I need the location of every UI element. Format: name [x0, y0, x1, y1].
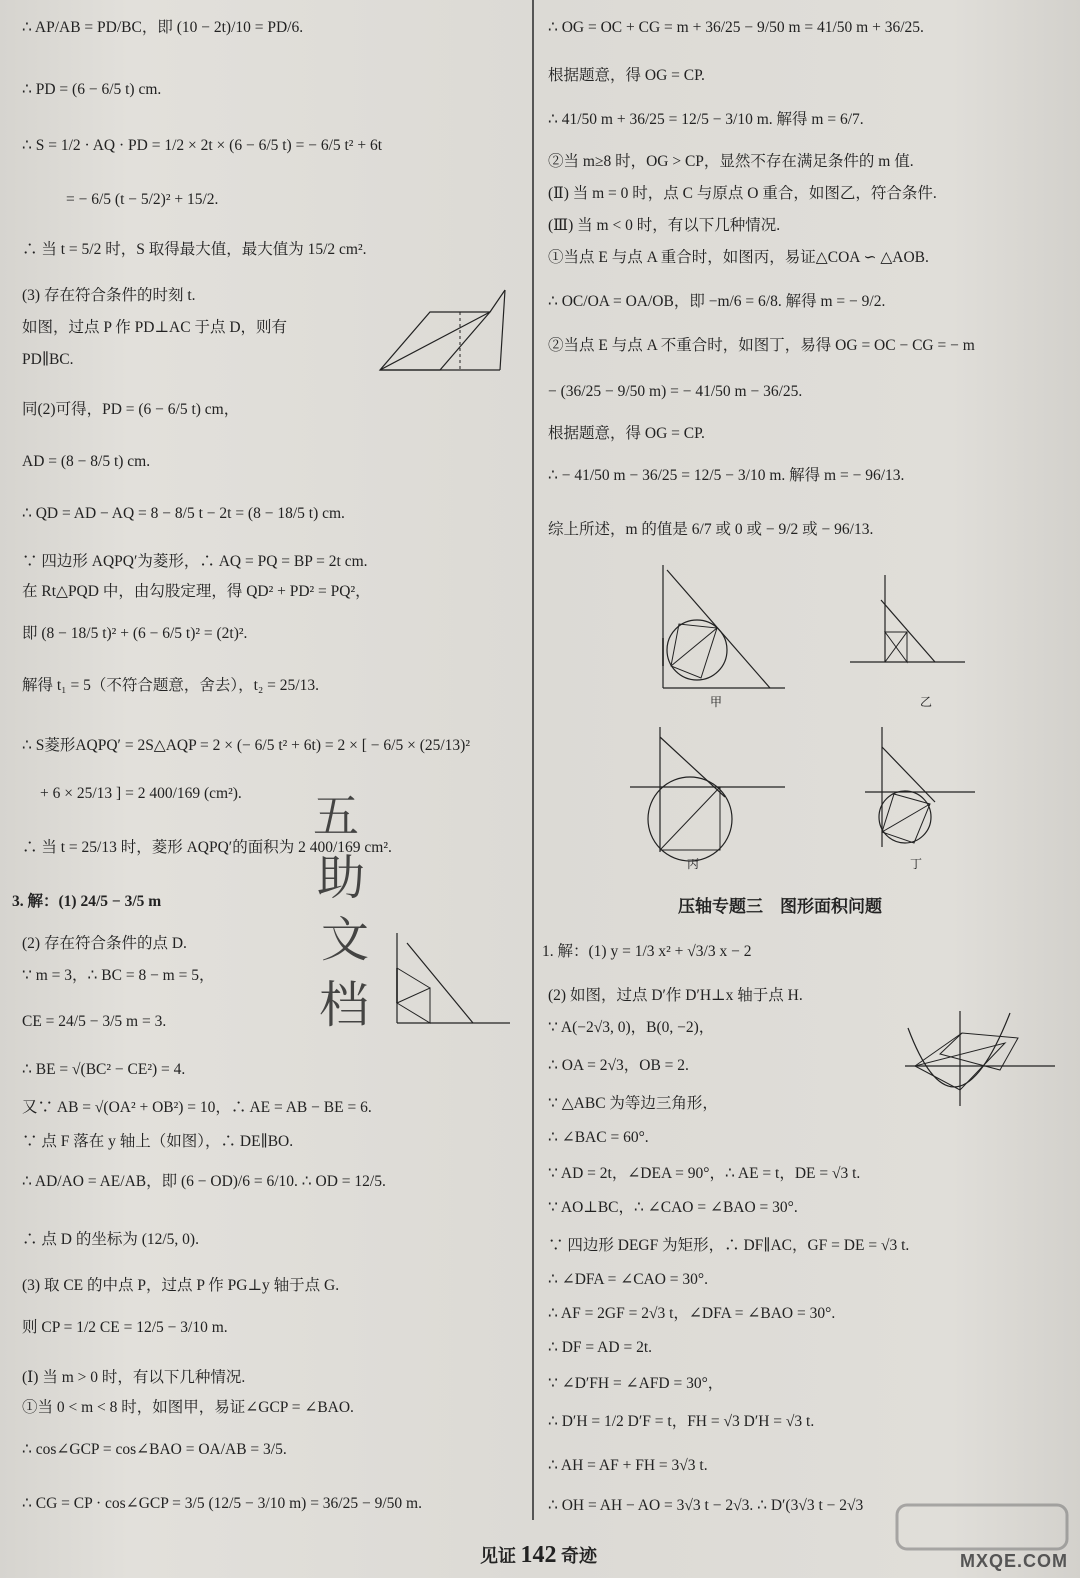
text-line: ∴ ∠DFA = ∠CAO = 30°.	[548, 1271, 708, 1288]
text-line: ∵ ∠D′FH = ∠AFD = 30°，	[548, 1375, 724, 1392]
text-line: ∵ 四边形 AQPQ′为菱形，∴ AQ = PQ = BP = 2t cm.	[22, 553, 368, 570]
figure-bing	[625, 722, 790, 872]
footer-prefix: 见证	[480, 1546, 516, 1566]
handwriting-char-4: 档	[319, 976, 369, 1034]
figure-jia	[645, 560, 790, 710]
text-line: ②当 m≥8 时，OG > CP，显然不存在满足条件的 m 值.	[548, 153, 914, 170]
text-line: + 6 × 25/13 ] = 2 400/169 (cm²).	[40, 785, 242, 802]
handwritten-annotation	[305, 790, 425, 1040]
handwriting-strokes	[305, 790, 425, 1040]
page-number: 142	[520, 1542, 557, 1568]
text-line: ∴ CG = CP · cos∠GCP = 3/5 (12/5 − 3/10 m) = 36/25 − 9/50 m.	[22, 1495, 422, 1512]
section-heading: 压轴专题三 图形面积问题	[678, 897, 882, 916]
text-line: ∴ AP/AB = PD/BC，即 (10 − 2t)/10 = PD/6.	[22, 19, 304, 36]
text-line: ∴ OA = 2√3，OB = 2.	[548, 1057, 689, 1074]
text-line: (3) 存在符合条件的时刻 t.	[22, 287, 196, 304]
text-line: ∴ 当 t = 25/13 时，菱形 AQPQ′的面积为 2 400/169 cm².	[22, 839, 392, 856]
text-line: ∴ ∠BAC = 60°.	[548, 1129, 649, 1146]
column-divider	[532, 0, 534, 1520]
text-line: PD∥BC.	[22, 351, 74, 368]
text-line: (3) 取 CE 的中点 P，过点 P 作 PG⊥y 轴于点 G.	[22, 1277, 340, 1294]
text-line: 综上所述，m 的值是 6/7 或 0 或 − 9/2 或 − 96/13.	[548, 521, 874, 538]
text-line: 则 CP = 1/2 CE = 12/5 − 3/10 m.	[22, 1319, 228, 1336]
text-line: 在 Rt△PQD 中，由勾股定理，得 QD² + PD² = PQ²，	[22, 583, 371, 600]
text-line: ∴ 当 t = 5/2 时，S 取得最大值，最大值为 15/2 cm².	[22, 241, 367, 258]
figure-rhombus	[370, 282, 520, 382]
figure-yi	[845, 570, 970, 710]
text-line: ∴ OG = OC + CG = m + 36/25 − 9/50 m = 41/50 m + 36/25.	[548, 19, 924, 36]
text-line: ∴ AF = 2GF = 2√3 t，∠DFA = ∠BAO = 30°.	[548, 1305, 836, 1322]
figure-parabola	[900, 1008, 1060, 1108]
text-line: ∴ S菱形AQPQ′ = 2S△AQP = 2 × (− 6/5 t² + 6t) = 2 × [ − 6/5 × (25/13)²	[22, 737, 470, 754]
text-line: ∵ 四边形 DEGF 为矩形，∴ DF∥AC，GF = DE = √3 t.	[548, 1237, 910, 1254]
handwriting-char-1: 五	[313, 790, 359, 843]
text-line: ∴ OC/OA = OA/OB，即 −m/6 = 6/8. 解得 m = − 9/2.	[548, 293, 886, 310]
text-line: ∴ AD/AO = AE/AB，即 (6 − OD)/6 = 6/10. ∴ OD = 12/5.	[22, 1173, 386, 1190]
text-line: ∵ A(−2√3, 0)，B(0, −2)，	[548, 1019, 715, 1036]
text-line: ∵ AO⊥BC，∴ ∠CAO = ∠BAO = 30°.	[548, 1199, 798, 1216]
text-line: 1. 解：(1) y = 1/3 x² + √3/3 x − 2	[542, 943, 752, 960]
text-line: ∵ AD = 2t，∠DEA = 90°，∴ AE = t，DE = √3 t.	[548, 1165, 861, 1182]
text-line: 即 (8 − 18/5 t)² + (6 − 6/5 t)² = (2t)².	[22, 625, 248, 642]
text-line: ∴ 41/50 m + 36/25 = 12/5 − 3/10 m. 解得 m = 6/7.	[548, 111, 864, 128]
text-line: ∵ △ABC 为等边三角形，	[548, 1095, 718, 1112]
text-line: (2) 存在符合条件的点 D.	[22, 935, 187, 952]
figure-caption-ding: 丁	[910, 857, 923, 871]
text-line: ∵ 点 F 落在 y 轴上（如图），∴ DE∥BO.	[22, 1133, 294, 1150]
text-line: 如图，过点 P 作 PD⊥AC 于点 D，则有	[22, 319, 288, 336]
text-line: ∴ BE = √(BC² − CE²) = 4.	[22, 1061, 186, 1078]
text-line: ∴ PD = (6 − 6/5 t) cm.	[22, 81, 162, 98]
text-line: ②当点 E 与点 A 不重合时，如图丁，易得 OG = OC − CG = − m	[548, 337, 975, 354]
text-line: ∴ − 41/50 m − 36/25 = 12/5 − 3/10 m. 解得 m = − 96/13.	[548, 467, 905, 484]
footer-suffix: 奇迹	[561, 1546, 597, 1566]
text-line: ∴ D′H = 1/2 D′F = t，FH = √3 D′H = √3 t.	[548, 1413, 815, 1430]
text-line: 根据题意，得 OG = CP.	[548, 67, 705, 84]
text-line: (2) 如图，过点 D′作 D′H⊥x 轴于点 H.	[548, 987, 803, 1004]
text-line: 解得 t₁ = 5（不符合题意，舍去），t₂ = 25/13.	[22, 677, 319, 694]
text-line: ①当 0 < m < 8 时，如图甲，易证∠GCP = ∠BAO.	[22, 1399, 354, 1416]
text-line: (Ⅲ) 当 m < 0 时，有以下几种情况.	[548, 217, 781, 234]
text-line: 根据题意，得 OG = CP.	[548, 425, 705, 442]
problem-number-line: 3. 解：(1) 24/5 − 3/5 m	[12, 893, 162, 910]
text-line: ∴ DF = AD = 2t.	[548, 1339, 652, 1356]
text-line: AD = (8 − 8/5 t) cm.	[22, 453, 151, 470]
figure-caption-yi: 乙	[920, 695, 933, 709]
text-line: − (36/25 − 9/50 m) = − 41/50 m − 36/25.	[548, 383, 803, 400]
watermark-text: MXQE.COM	[959, 1551, 1068, 1571]
handwriting-char-3: 文	[321, 912, 370, 968]
text-line: = − 6/5 (t − 5/2)² + 15/2.	[66, 191, 219, 208]
text-line: ∴ OH = AH − AO = 3√3 t − 2√3. ∴ D′(3√3 t − 2√3	[548, 1497, 864, 1514]
page-footer	[480, 1542, 597, 1569]
text-line: (Ⅱ) 当 m = 0 时，点 C 与原点 O 重合，如图乙，符合条件.	[548, 185, 937, 202]
text-line: ∴ 点 D 的坐标为 (12/5, 0).	[22, 1231, 199, 1248]
text-line: 又∵ AB = √(OA² + OB²) = 10，∴ AE = AB − BE = 6.	[22, 1099, 372, 1116]
text-line: ∴ QD = AD − AQ = 8 − 8/5 t − 2t = (8 − 18/5 t) cm.	[22, 505, 345, 522]
handwriting-char-2: 助	[317, 850, 366, 906]
text-line: CE = 24/5 − 3/5 m = 3.	[22, 1013, 167, 1030]
figure-caption-bing: 丙	[687, 857, 700, 871]
text-line: ∴ S = 1/2 · AQ · PD = 1/2 × 2t × (6 − 6/5 t) = − 6/5 t² + 6t	[22, 137, 383, 154]
figure-caption-jia: 甲	[710, 695, 723, 709]
text-line: ①当点 E 与点 A 重合时，如图丙，易证△COA ∽ △AOB.	[548, 249, 929, 266]
text-line: ∵ m = 3，∴ BC = 8 − m = 5，	[22, 967, 215, 984]
text-line: ∴ cos∠GCP = cos∠BAO = OA/AB = 3/5.	[22, 1441, 287, 1458]
text-line: ∴ AH = AF + FH = 3√3 t.	[548, 1457, 708, 1474]
figure-ding	[860, 722, 980, 872]
text-line: 同(2)可得，PD = (6 − 6/5 t) cm，	[22, 401, 240, 418]
text-line: (Ⅰ) 当 m > 0 时，有以下几种情况.	[22, 1369, 246, 1386]
